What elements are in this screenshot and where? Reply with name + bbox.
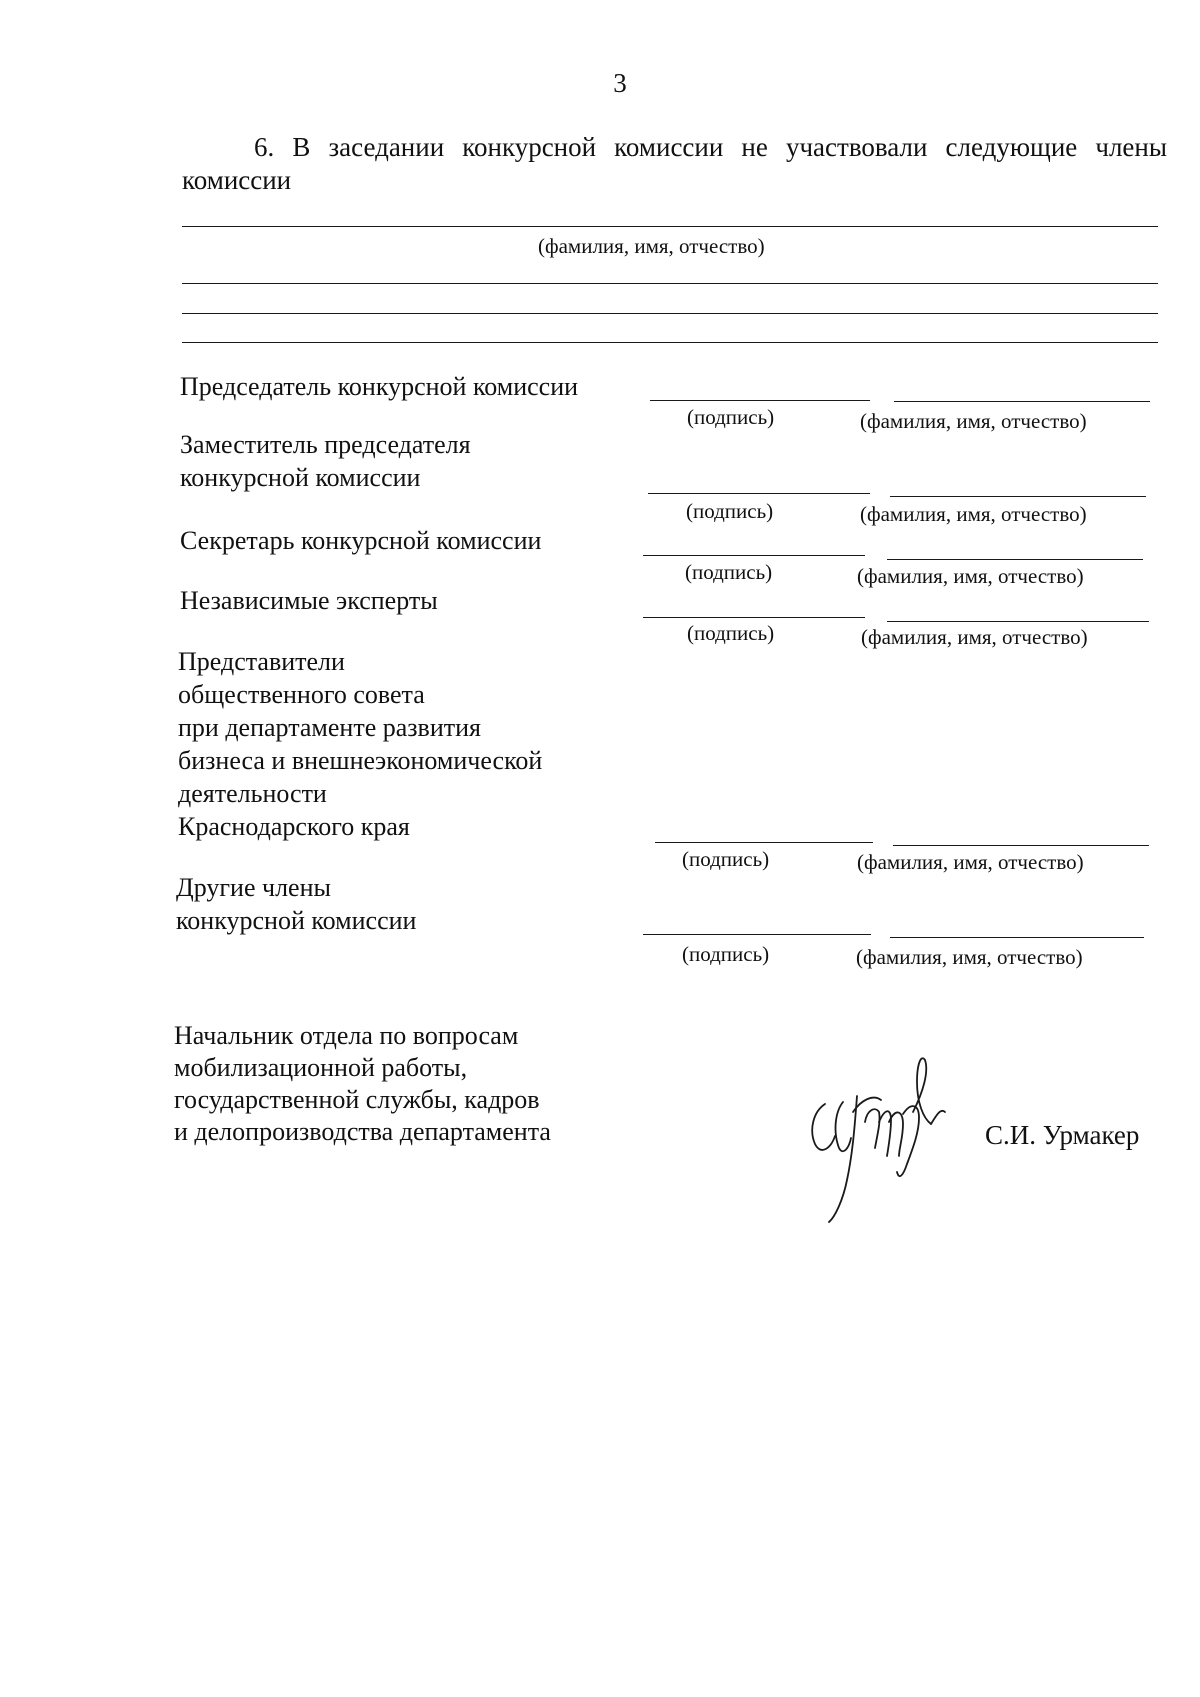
absent-member-line <box>182 313 1158 314</box>
role-label: конкурсной комиссии <box>176 906 417 935</box>
signature-line <box>643 555 865 556</box>
role-label: Председатель конкурсной комиссии <box>180 372 579 401</box>
page-number: 3 <box>613 68 627 98</box>
name-caption: (фамилия, имя, отчество) <box>857 564 1084 588</box>
absent-member-line <box>182 226 1158 227</box>
name-line <box>893 845 1149 846</box>
role-label: деятельности <box>178 779 327 808</box>
signature-caption: (подпись) <box>685 560 773 584</box>
signature-line <box>650 400 870 401</box>
name-line <box>887 559 1143 560</box>
role-label: Заместитель председателя <box>180 430 471 459</box>
role-public-council <box>178 645 542 843</box>
role-other-members <box>176 871 416 937</box>
position-line: мобилизационной работы, <box>174 1053 468 1082</box>
signature-line <box>655 842 873 843</box>
signature-icon <box>795 1052 965 1232</box>
signature-line <box>643 617 865 618</box>
role-label: Независимые эксперты <box>180 586 438 615</box>
role-label: общественного совета <box>178 680 425 709</box>
role-independent-experts <box>180 584 438 617</box>
absent-name-caption: (фамилия, имя, отчество) <box>538 234 765 258</box>
role-chairman <box>180 370 578 403</box>
name-caption: (фамилия, имя, отчество) <box>856 945 1083 969</box>
position-line: государственной службы, кадров <box>174 1085 540 1114</box>
role-label: Представители <box>178 647 345 676</box>
position-line: и делопроизводства департамента <box>174 1117 551 1146</box>
signer-position <box>174 1020 551 1148</box>
role-secretary <box>180 524 541 557</box>
role-label: конкурсной комиссии <box>180 463 421 492</box>
signature-caption: (подпись) <box>682 942 770 966</box>
role-deputy-chairman <box>180 428 471 494</box>
name-caption: (фамилия, имя, отчество) <box>861 625 1088 649</box>
position-line: Начальник отдела по вопросам <box>174 1021 519 1050</box>
signature-caption: (подпись) <box>687 621 775 645</box>
paragraph-line-1: 6. В заседании конкурсной комиссии не участвовали следующие члены <box>254 132 1167 162</box>
role-label: Краснодарского края <box>178 812 410 841</box>
name-line <box>890 937 1144 938</box>
name-line <box>894 401 1150 402</box>
handwritten-signature <box>795 1052 965 1232</box>
signature-caption: (подпись) <box>686 499 774 523</box>
role-label: Другие члены <box>176 873 331 902</box>
name-line <box>887 621 1149 622</box>
role-label: при департаменте развития <box>178 713 481 742</box>
signature-line <box>648 493 870 494</box>
name-caption: (фамилия, имя, отчество) <box>860 409 1087 433</box>
signature-caption: (подпись) <box>687 405 775 429</box>
absent-member-line <box>182 342 1158 343</box>
signature-caption: (подпись) <box>682 847 770 871</box>
name-caption: (фамилия, имя, отчество) <box>857 850 1084 874</box>
absent-member-line <box>182 283 1158 284</box>
signature-line <box>643 934 871 935</box>
signer-name: С.И. Урмакер <box>985 1120 1140 1150</box>
role-label: бизнеса и внешнеэкономической <box>178 746 543 775</box>
paragraph-line-2: комиссии <box>182 165 292 195</box>
role-label: Секретарь конкурсной комиссии <box>180 526 542 555</box>
name-line <box>890 496 1146 497</box>
name-caption: (фамилия, имя, отчество) <box>860 502 1087 526</box>
